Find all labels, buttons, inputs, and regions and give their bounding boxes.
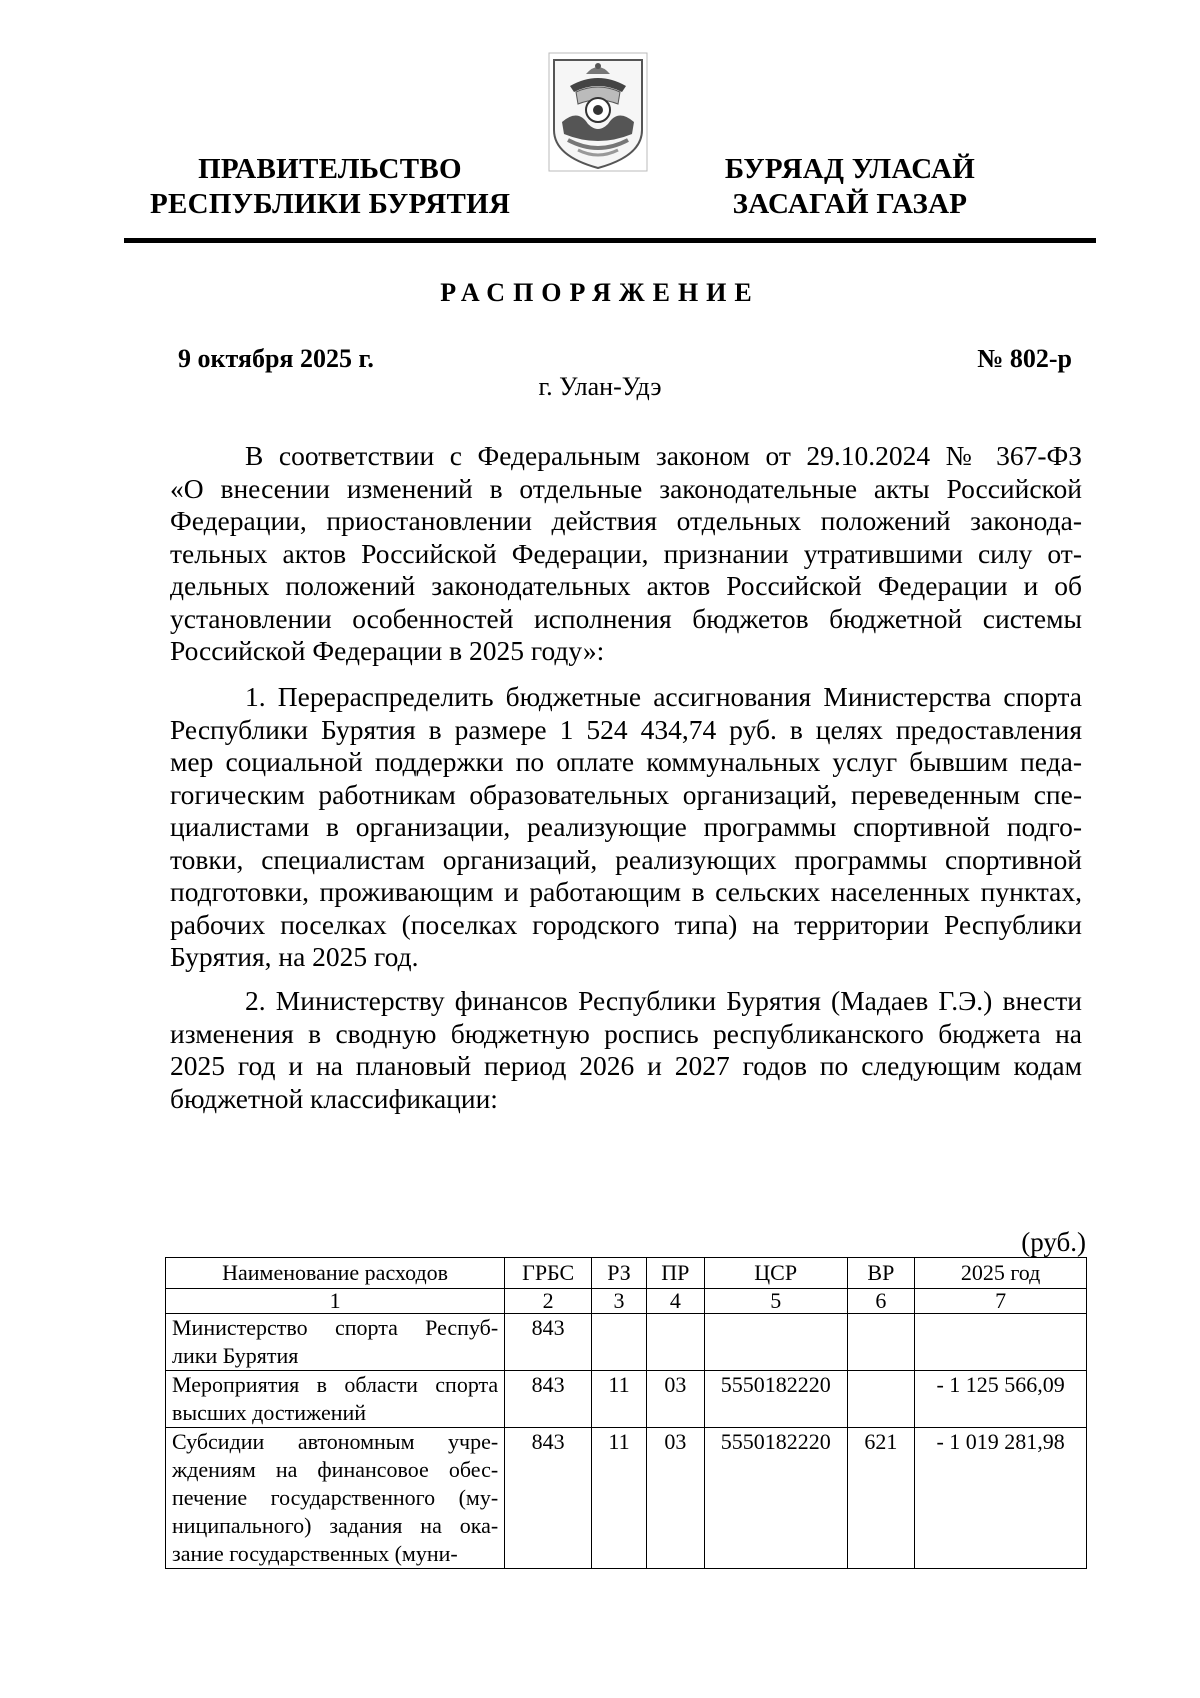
cell-csr: 5550182220: [704, 1371, 847, 1428]
cell-name-line: Субсидии автономным учре-: [172, 1429, 499, 1454]
text-line: товки, специалистам организаций, реализующих программы спортивной: [170, 843, 1082, 875]
cell-name-line: высших достижений: [172, 1400, 367, 1425]
text-line: Бурятия, на 2025 год.: [170, 941, 419, 972]
col-number: 1: [166, 1289, 505, 1314]
cell-name-line: зание государственных (муни-: [172, 1541, 458, 1566]
col-number: 5: [704, 1289, 847, 1314]
text-line: циалистами в организации, реализующие программы спортивной подго-: [170, 811, 1082, 842]
text-line: Российской Федерации в 2025 году»:: [170, 635, 605, 666]
text-line: 2025 год и на плановый период 2026 и 2027 годов по следующим кодам: [170, 1050, 1082, 1081]
col-number: 6: [847, 1289, 915, 1314]
document-city: г. Улан-Удэ: [538, 372, 662, 401]
text-line: «О внесении изменений в отдельные законодательные акты Российской: [170, 472, 1082, 504]
cell-vr: [847, 1314, 915, 1371]
cell-name: [166, 1371, 505, 1428]
text-line: бюджетной классификации:: [170, 1082, 498, 1114]
header-amount: 2025 год: [915, 1258, 1087, 1289]
cell-rz: 11: [592, 1371, 647, 1428]
header-left: [150, 152, 510, 222]
header-rz: РЗ: [592, 1258, 647, 1289]
text-line: подготовки, проживающим и работающим в сельских населенных пунктах,: [170, 876, 1082, 907]
header-pr: ПР: [646, 1258, 704, 1289]
text-line: мер социальной поддержки по оплате коммунальных услуг бывшим педа-: [170, 746, 1082, 777]
clause-1-paragraph: [170, 681, 1082, 974]
table-column-numbers-row: [166, 1289, 1087, 1314]
cell-name-line: печение государственного (му-: [172, 1485, 499, 1510]
header-vr: ВР: [847, 1258, 915, 1289]
cell-name-line: Министерство спорта Респуб-: [172, 1315, 499, 1340]
cell-amount: [915, 1314, 1087, 1371]
cell-name-line: ниципального) задания на ока-: [172, 1513, 499, 1538]
cell-rz: 11: [592, 1428, 647, 1569]
cell-name: [166, 1428, 505, 1569]
text-line: Федерации, приостановлении действия отдельных положений законода-: [170, 505, 1082, 536]
header-right-line2: ЗАСАГАЙ ГАЗАР: [732, 188, 968, 220]
header-name: Наименование расходов: [166, 1258, 505, 1289]
cell-vr: 621: [847, 1428, 915, 1569]
col-number: 2: [505, 1289, 592, 1314]
header-divider: [124, 238, 1096, 243]
text-line: Республики Бурятия в размере 1 524 434,74 руб. в целях предоставления: [170, 713, 1082, 745]
text-line: рабочих поселках (поселках городского типа) на территории Республики: [170, 908, 1082, 940]
cell-csr: 5550182220: [704, 1428, 847, 1569]
text-line: гогическим работникам образовательных организаций, переведенным спе-: [170, 778, 1082, 810]
header-grbs: ГРБС: [505, 1258, 592, 1289]
cell-grbs: 843: [505, 1371, 592, 1428]
cell-name-line: ждениям на финансовое обес-: [172, 1457, 499, 1482]
header-left-line1: ПРАВИТЕЛЬСТВО: [198, 153, 462, 185]
cell-name: [166, 1314, 505, 1371]
cell-grbs: 843: [505, 1314, 592, 1371]
cell-vr: [847, 1371, 915, 1428]
table-header-row: [166, 1258, 1087, 1289]
text-line: 2. Министерству финансов Республики Бурятия (Мадаев Г.Э.) внести: [245, 985, 1082, 1016]
text-line: дельных положений законодательных актов Российской Федерации и об: [170, 570, 1082, 601]
cell-rz: [592, 1314, 647, 1371]
text-line: 1. Перераспределить бюджетные ассигнования Министерства спорта: [245, 681, 1082, 712]
cell-grbs: 843: [505, 1428, 592, 1569]
header-left-line2: РЕСПУБЛИКИ БУРЯТИЯ: [150, 188, 511, 220]
table-unit: (руб.): [1021, 1227, 1086, 1257]
text-line: тельных актов Российской Федерации, признании утратившими силу от-: [170, 537, 1082, 569]
text-line: В соответствии с Федеральным законом от 29.10.2024 № 367-ФЗ: [245, 440, 1082, 471]
preamble-paragraph: [170, 440, 1082, 668]
header-right-line1: БУРЯАД УЛАСАЙ: [724, 153, 976, 185]
clause-2-paragraph: [170, 985, 1082, 1115]
table-row: [166, 1428, 1087, 1569]
cell-pr: 03: [646, 1371, 704, 1428]
cell-amount: - 1 019 281,98: [915, 1428, 1087, 1569]
table-row: [166, 1314, 1087, 1371]
table-row: [166, 1371, 1087, 1428]
col-number: 7: [915, 1289, 1087, 1314]
document-date: 9 октября 2025 г.: [178, 344, 374, 373]
cell-csr: [704, 1314, 847, 1371]
col-number: 4: [646, 1289, 704, 1314]
header-right: [700, 152, 1000, 222]
cell-name-line: Мероприятия в области спорта: [172, 1372, 499, 1397]
document-title: РАСПОРЯЖЕНИЕ: [440, 278, 760, 307]
text-line: установлении особенностей исполнения бюджетов бюджетной системы: [170, 602, 1082, 634]
cell-name-line: лики Бурятия: [172, 1343, 299, 1368]
coat-of-arms-icon: [548, 52, 648, 172]
cell-amount: - 1 125 566,09: [915, 1371, 1087, 1428]
cell-pr: 03: [646, 1428, 704, 1569]
header-csr: ЦСР: [704, 1258, 847, 1289]
document-number: № 802-р: [977, 344, 1072, 373]
text-line: изменения в сводную бюджетную роспись республиканского бюджета на: [170, 1017, 1082, 1049]
cell-pr: [646, 1314, 704, 1371]
col-number: 3: [592, 1289, 647, 1314]
budget-table: [165, 1257, 1087, 1569]
